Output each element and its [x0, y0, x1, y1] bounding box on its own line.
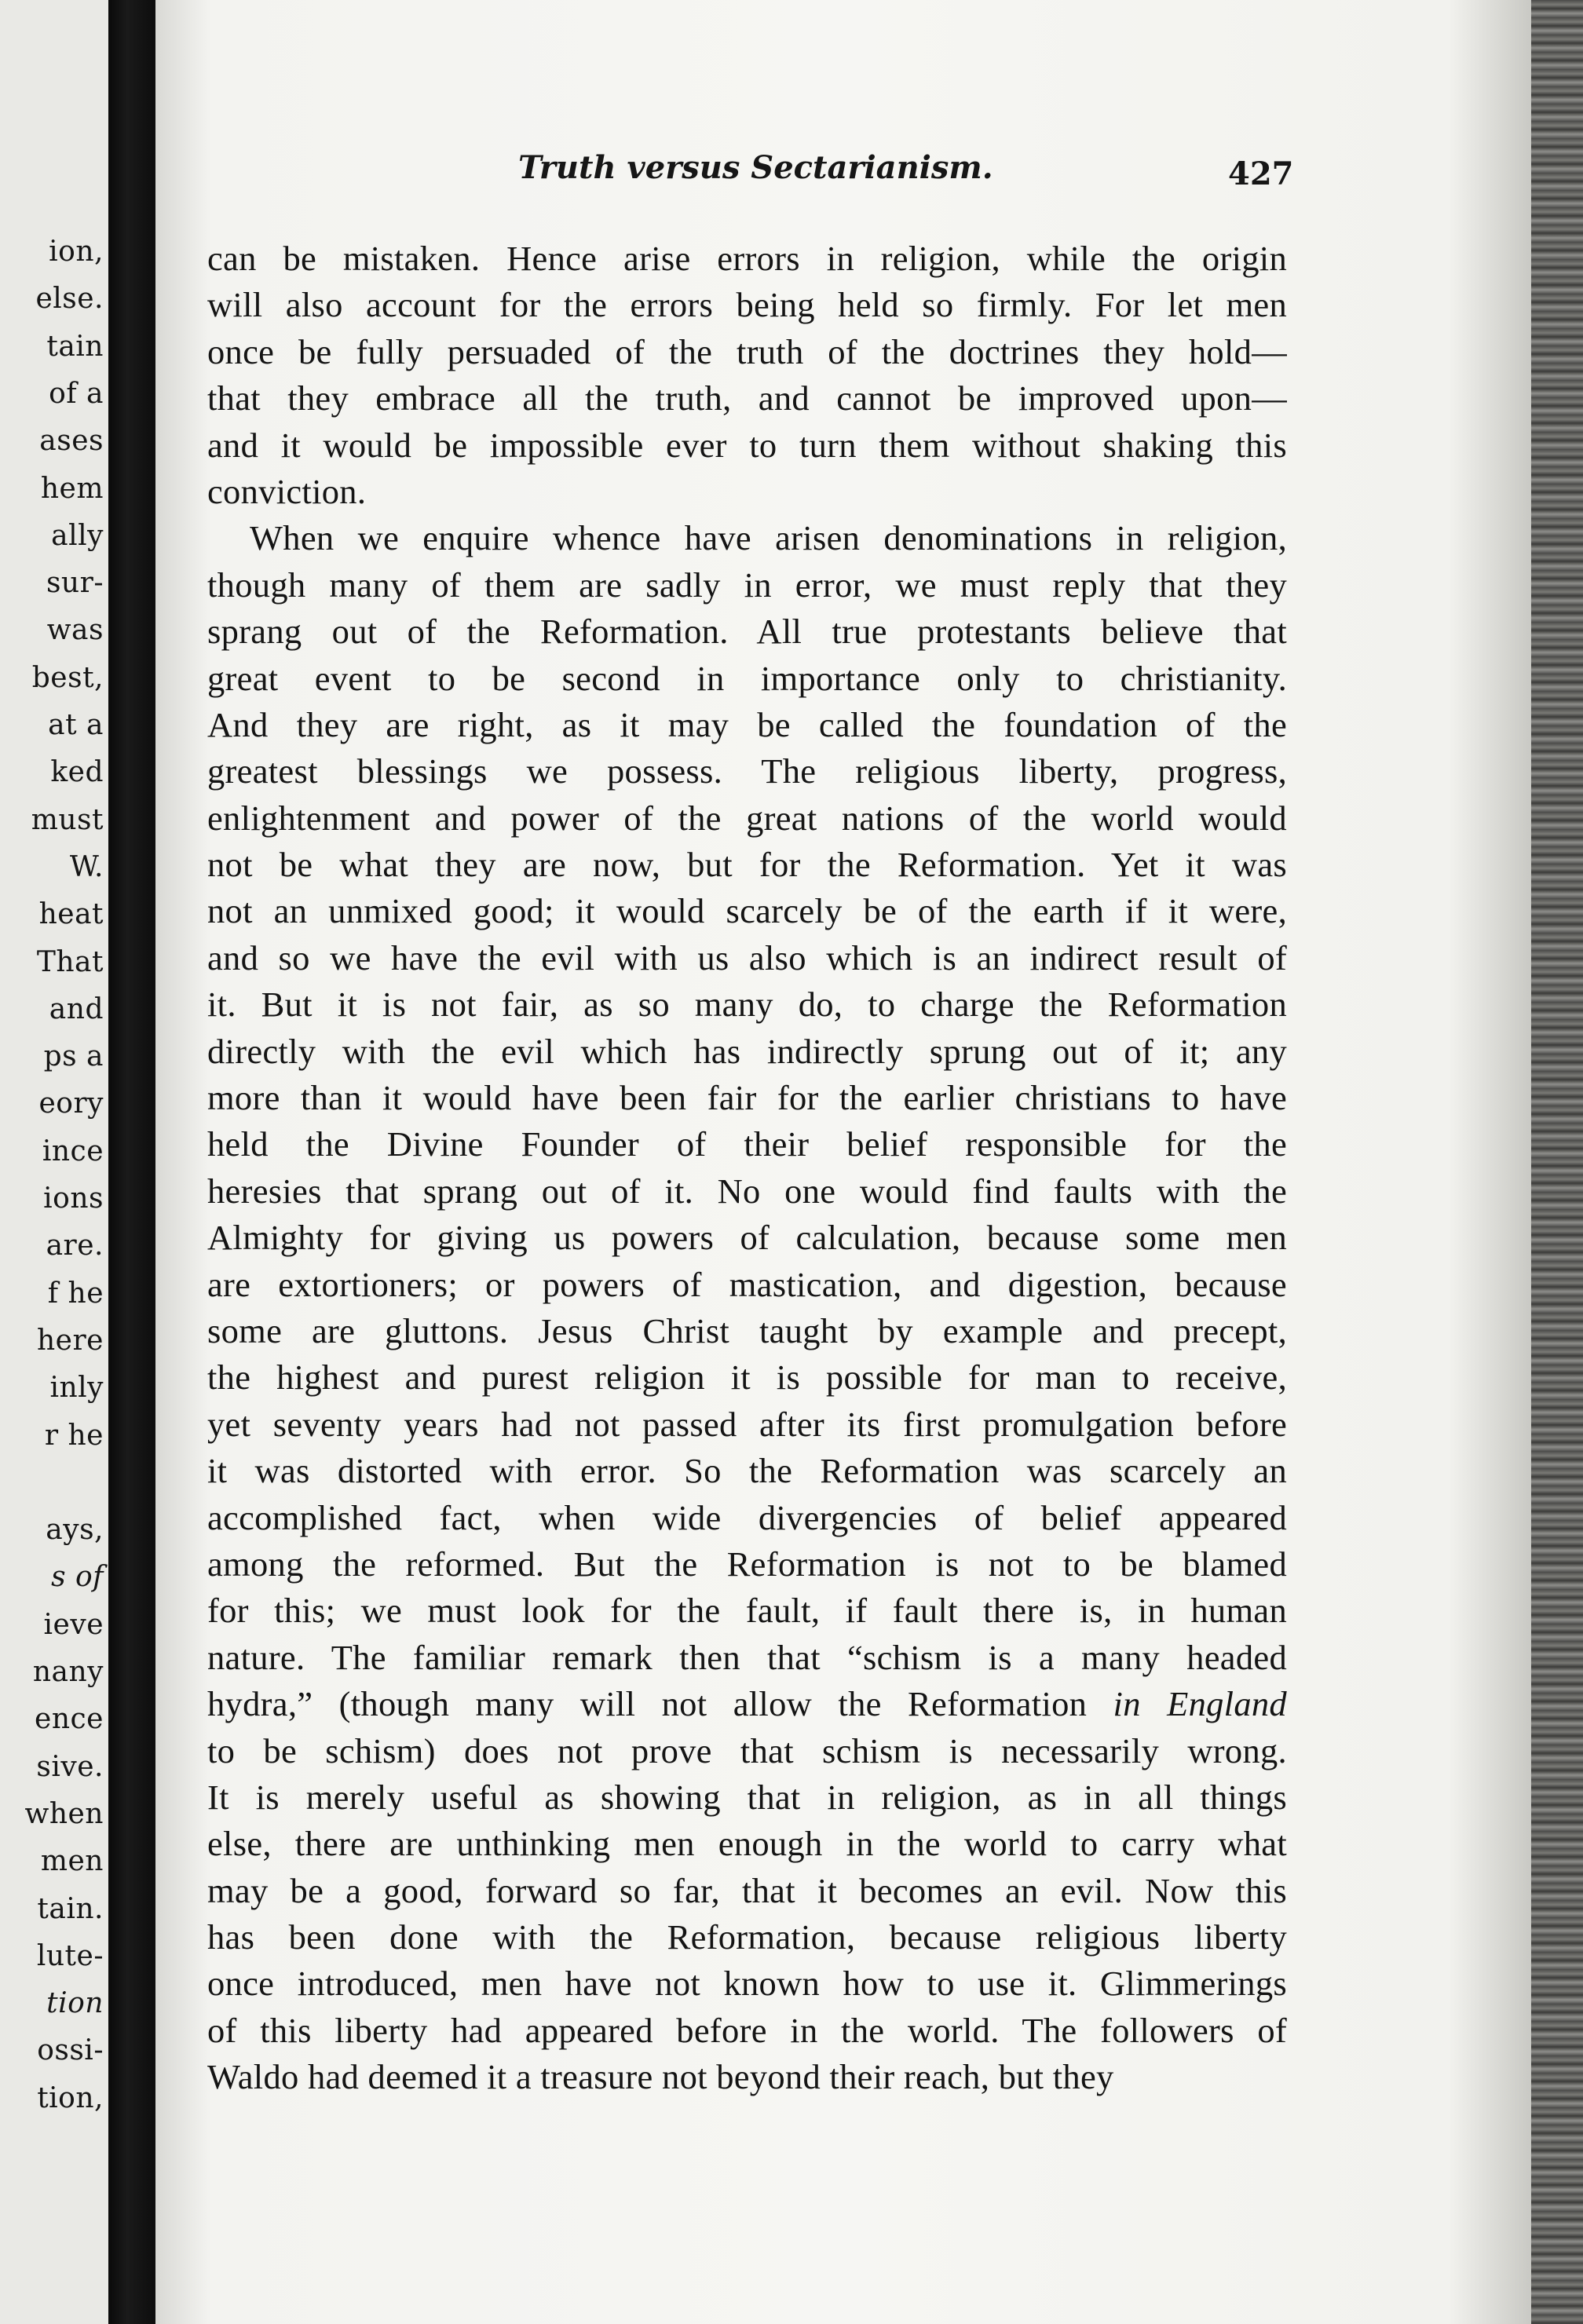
text-line: Waldo had deemed it a treasure not beyond their reach, but they: [207, 2057, 1114, 2097]
italic-phrase: in England: [1113, 1684, 1287, 1724]
text-line: once be fully persuaded of the truth of the doctrines they hold—: [207, 331, 1287, 371]
text-line: can be mistaken. Hence arise errors in religion, while the origin: [207, 239, 1287, 278]
previous-page-line-fragment: ion,: [49, 236, 104, 268]
text-line: When we enquire whence have arisen denominations in religion,: [250, 518, 1287, 558]
text-line: nature. The familiar remark then that “schism is a many headed: [207, 1637, 1287, 1677]
previous-page-line-fragment: was: [46, 614, 104, 647]
paragraph: [207, 515, 1287, 2100]
previous-page-line-fragment: ions: [43, 1182, 104, 1215]
text-line: to be schism) does not prove that schism is necessarily wrong.: [207, 1730, 1287, 1770]
book-gutter: [108, 0, 155, 2324]
text-line: directly with the evil which has indirectly sprung out of it; any: [207, 1031, 1287, 1071]
text-line: that they embrace all the truth, and cannot be improved upon—: [207, 378, 1287, 418]
previous-page-line-fragment: else.: [35, 283, 104, 316]
text-line: of this liberty had appeared before in the world. The followers of: [207, 2010, 1287, 2050]
previous-page-line-fragment: men: [40, 1845, 104, 1878]
previous-page-line-fragment: W.: [69, 850, 104, 883]
previous-page-line-fragment: ence: [35, 1703, 104, 1736]
previous-page-line-fragment: tain.: [37, 1892, 104, 1925]
previous-page-line-fragment: here: [36, 1324, 104, 1357]
text-line: it. But it is not fair, as so many do, to charge the Reformation: [207, 985, 1287, 1025]
text-line: has been done with the Reformation, because religious liberty: [207, 1917, 1287, 1957]
page-body-text: [207, 236, 1287, 2101]
text-line: And they are right, as it may be called the foundation of the: [207, 704, 1287, 744]
previous-page-line-fragment: ps a: [43, 1040, 104, 1073]
text-line: not be what they are now, but for the Reformation. Yet it was: [207, 845, 1287, 885]
previous-page-line-fragment: of a: [49, 377, 104, 410]
text-line: once introduced, men have not known how to use it. Glimmerings: [207, 1964, 1287, 2004]
previous-page-line-fragment: ays,: [46, 1514, 104, 1547]
text-line: greatest blessings we possess. The religious liberty, progress,: [207, 751, 1287, 791]
previous-page-line-fragment: heat: [38, 898, 104, 931]
previous-page-line-fragment: ally: [51, 519, 104, 552]
text-line: heresies that sprang out of it. No one would find faults with the: [207, 1171, 1287, 1211]
text-line: conviction.: [207, 471, 367, 511]
text-line: and so we have the evil with us also which is an indirect result of: [207, 937, 1287, 977]
previous-page-line-fragment: ases: [39, 425, 104, 458]
text-line: held the Divine Founder of their belief responsible for the: [207, 1124, 1287, 1164]
previous-page-line-fragment: best,: [31, 661, 104, 694]
previous-page-line-fragment: and: [49, 992, 104, 1025]
text-line: great event to be second in importance only to christianity.: [207, 658, 1287, 698]
previous-page-line-fragment: r he: [44, 1419, 104, 1452]
previous-page-line-fragment: sur-: [46, 567, 104, 600]
previous-page-line-fragment: f he: [47, 1277, 104, 1310]
previous-page-line-fragment: nany: [32, 1656, 104, 1688]
previous-page-line-fragment: ossi-: [37, 2034, 104, 2067]
text-line: Almighty for giving us powers of calculation, because some men: [207, 1218, 1287, 1258]
text-line: and it would be impossible ever to turn them without shaking this: [207, 425, 1287, 465]
previous-page-line-fragment: hem: [40, 472, 104, 505]
text-line: are extortioners; or powers of mastication, and digestion, because: [207, 1264, 1287, 1304]
text-line: it was distorted with error. So the Reformation was scarcely an: [207, 1451, 1287, 1491]
previous-page-line-fragment: ieve: [43, 1608, 104, 1641]
previous-page-line-fragment: lute-: [36, 1939, 104, 1972]
page-stack-edge: [1531, 0, 1583, 2324]
page-number: 427: [1228, 155, 1294, 192]
previous-page-line-fragment: s of: [51, 1561, 104, 1594]
text-line: It is merely useful as showing that in religion, as in all things: [207, 1777, 1287, 1817]
text-line: will also account for the errors being held so firmly. For let men: [207, 285, 1287, 325]
text-line: accomplished fact, when wide divergencies of belief appeared: [207, 1497, 1287, 1537]
previous-page-line-fragment: ince: [42, 1135, 104, 1167]
text-line: yet seventy years had not passed after its first promulgation before: [207, 1404, 1287, 1444]
book-page-427: [155, 0, 1531, 2324]
previous-page-line-fragment: eory: [38, 1087, 104, 1120]
text-line: enlightenment and power of the great nations of the world would: [207, 798, 1287, 838]
previous-page-line-fragment: at a: [48, 709, 104, 741]
previous-page-line-fragment: tain: [46, 330, 104, 363]
text-line: not an unmixed good; it would scarcely be of the earth if it were,: [207, 891, 1287, 931]
previous-page-line-fragment: tion,: [37, 2081, 104, 2114]
text-line: more than it would have been fair for the earlier christians to have: [207, 1078, 1287, 1118]
text-line: though many of them are sadly in error, we must reply that they: [207, 565, 1287, 605]
previous-page-line-fragment: must: [31, 803, 104, 836]
text-line: else, there are unthinking men enough in the world to carry what: [207, 1824, 1287, 1864]
previous-page-line-fragment: inly: [49, 1372, 104, 1405]
previous-page-edge: [0, 0, 108, 2324]
page-header: [155, 149, 1531, 204]
previous-page-line-fragment: That: [36, 945, 104, 978]
text-line: the highest and purest religion it is possible for man to receive,: [207, 1357, 1287, 1398]
text-line: for this; we must look for the fault, if fault there is, in human: [207, 1591, 1287, 1631]
text-line: sprang out of the Reformation. All true protestants believe that: [207, 612, 1287, 652]
previous-page-line-fragment: sive.: [36, 1750, 104, 1783]
text-line: some are gluttons. Jesus Christ taught by example and precept,: [207, 1310, 1287, 1350]
previous-page-line-fragment: ked: [50, 756, 104, 789]
previous-page-line-fragment: when: [24, 1797, 104, 1830]
previous-page-line-fragment: are.: [46, 1230, 104, 1262]
previous-page-line-fragment: tion: [46, 1987, 104, 2020]
running-head: Truth versus Sectarianism.: [518, 149, 993, 186]
paragraph: [207, 236, 1287, 515]
text-line: may be a good, forward so far, that it becomes an evil. Now this: [207, 1870, 1287, 1910]
text-line: among the reformed. But the Reformation is not to be blamed: [207, 1544, 1287, 1584]
text-line: hydra,” (though many will not allow the Reformation in England: [207, 1684, 1287, 1724]
